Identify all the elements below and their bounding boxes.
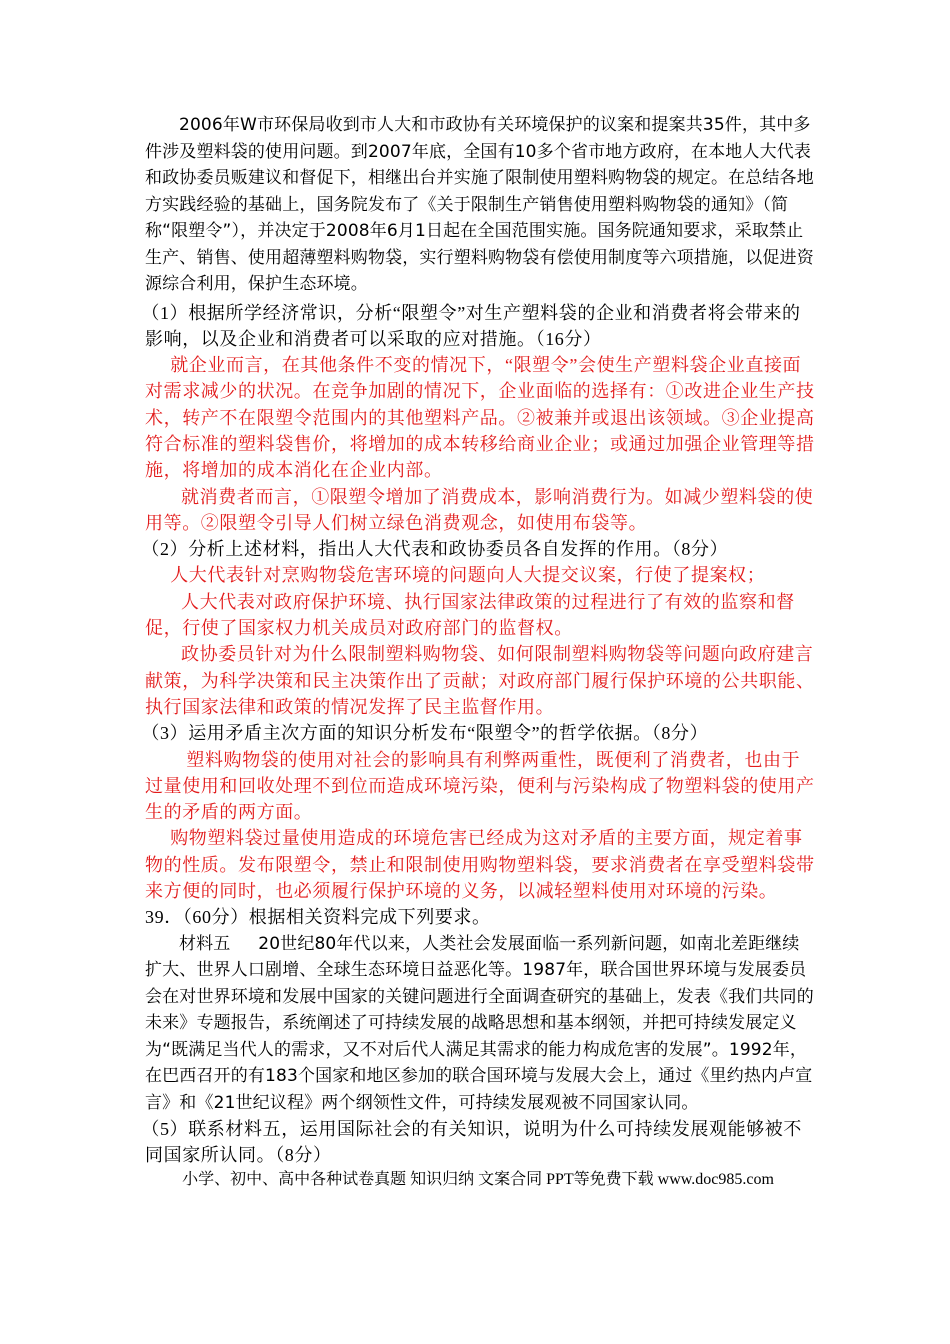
question-3: （3）运用矛盾主次方面的知识分析发布“限塑令”的哲学依据。（8分） (141, 723, 709, 744)
question-39: 39．（60分）根据相关资料完成下列要求。 (145, 907, 491, 928)
material-5 (145, 931, 815, 1117)
answer-2-supervision: 人大代表对政府保护环境、执行国家法律政策的过程进行了有效的监察和督促，行使了国家权力机关成员对政府部门的监督权。 (145, 591, 795, 639)
answer-2-cppcc: 政协委员针对为什么限制塑料购物袋、如何限制塑料购物袋等问题向政府建言献策，为科学决策和民主决策作出了贡献；对政府部门履行保护环境的公共职能、执行国家法律和政策的情况发挥了民主监督作用。 (145, 644, 815, 717)
question-2: （2）分析上述材料，指出人大代表和政协委员各自发挥的作用。（8分） (141, 539, 729, 560)
answer-1-consumer: 就消费者而言，①限塑令增加了消费成本，影响消费行为。如减少塑料袋的使用等。②限塑令引导人们树立绿色消费观念，如使用布袋等。 (145, 486, 814, 533)
document-body (141, 112, 815, 1169)
passage-text: 2006年W市环保局收到市人大和市政协有关环境保护的议案和提案共35件，其中多件涉及塑料袋的使用问题。到2007年底，全国有10多个省市地方政府，在本地人大代表和政协委员贩建议和督促下，相继出台并实施了限制使用塑料购物袋的规定。在总结各地方实践经验的基础上，国务院发布了《关于限制生产销售使用塑料购物袋的通知》（简称“限塑令”），并决定于2008年6月1日起在全国范围实施。国务院通知要求，采取禁止生产、销售、使用超薄塑料购物袋，实行塑料购物袋有偿使用制度等六项措施，以促进资源综合利用，保护生态环境。 (145, 115, 814, 294)
question-5: （5）联系材料五，运用国际社会的有关知识，说明为什么可持续发展观能够被不同国家所认同。（8分） (141, 1119, 803, 1166)
answer-3-dual-nature: 塑料购物袋的使用对社会的影响具有利弊两重性，既便利了消费者，也由于过量使用和回收处理不到位而造成环境污染，便利与污染构成了物塑料袋的使用产生的矛盾的两方面。 (145, 749, 815, 823)
material-5-text: 20世纪80年代以来，人类社会发展面临一系列新问题，如南北差距继续扩大、世界人口剧增、全球生态环境日益恶化等。1987年，联合国世界环境与发展委员会在对世界环境和发展中国家的关键问题进行全面调查研究的基础上，发表《我们共同的未来》专题报告，系统阐述了可持续发展的战略思想和基本纲领，并把可持续发展定义为“既满足当代人的需求，又不对后代人满足其需求的能力构成危害的发展”。1992年，在巴西召开的有183个国家和地区参加的联合国环境与发展大会上，通过《里约热内卢宣言》和《21世纪议程》两个纲领性文件，可持续发展观被不同国家认同。 (145, 933, 814, 1113)
answer-2-proposal: 人大代表针对烹购物袋危害环境的问题向人大提交议案，行使了提案权； (170, 565, 766, 586)
material-5-label: 材料五 (179, 933, 231, 954)
answer-3-main-aspect: 购物塑料袋过量使用造成的环境危害已经成为这对矛盾的主要方面，规定着事物的性质。发布限塑令，禁止和限制使用购物塑料袋，要求消费者在享受塑料袋带来方便的同时，也必须履行保护环境的义务，以减轻塑料使用对环境的污染。 (145, 828, 815, 902)
question-1: （1）根据所学经济常识，分析“限塑令”对生产塑料袋的企业和消费者将会带来的影响，以及企业和消费者可以采取的应对措施。（16分） (141, 302, 801, 349)
footer-text: 小学、初中、高中各种试卷真题 知识归纳 文案合同 PPT等免费下载 www.doc985.com (182, 1171, 774, 1188)
answer-1-enterprise: 就企业而言，在其他条件不变的情况下，“限塑令”会使生产塑料袋企业直接面对需求减少的状况。在竞争加剧的情况下，企业面临的选择有：①改进企业生产技术，转产不在限塑令范围内的其他塑料产品。②被兼并或退出该领域。③企业提高符合标准的塑料袋售价，将增加的成本转移给商业企业；或通过加强企业管理等措施，将增加的成本消化在企业内部。 (145, 355, 815, 481)
